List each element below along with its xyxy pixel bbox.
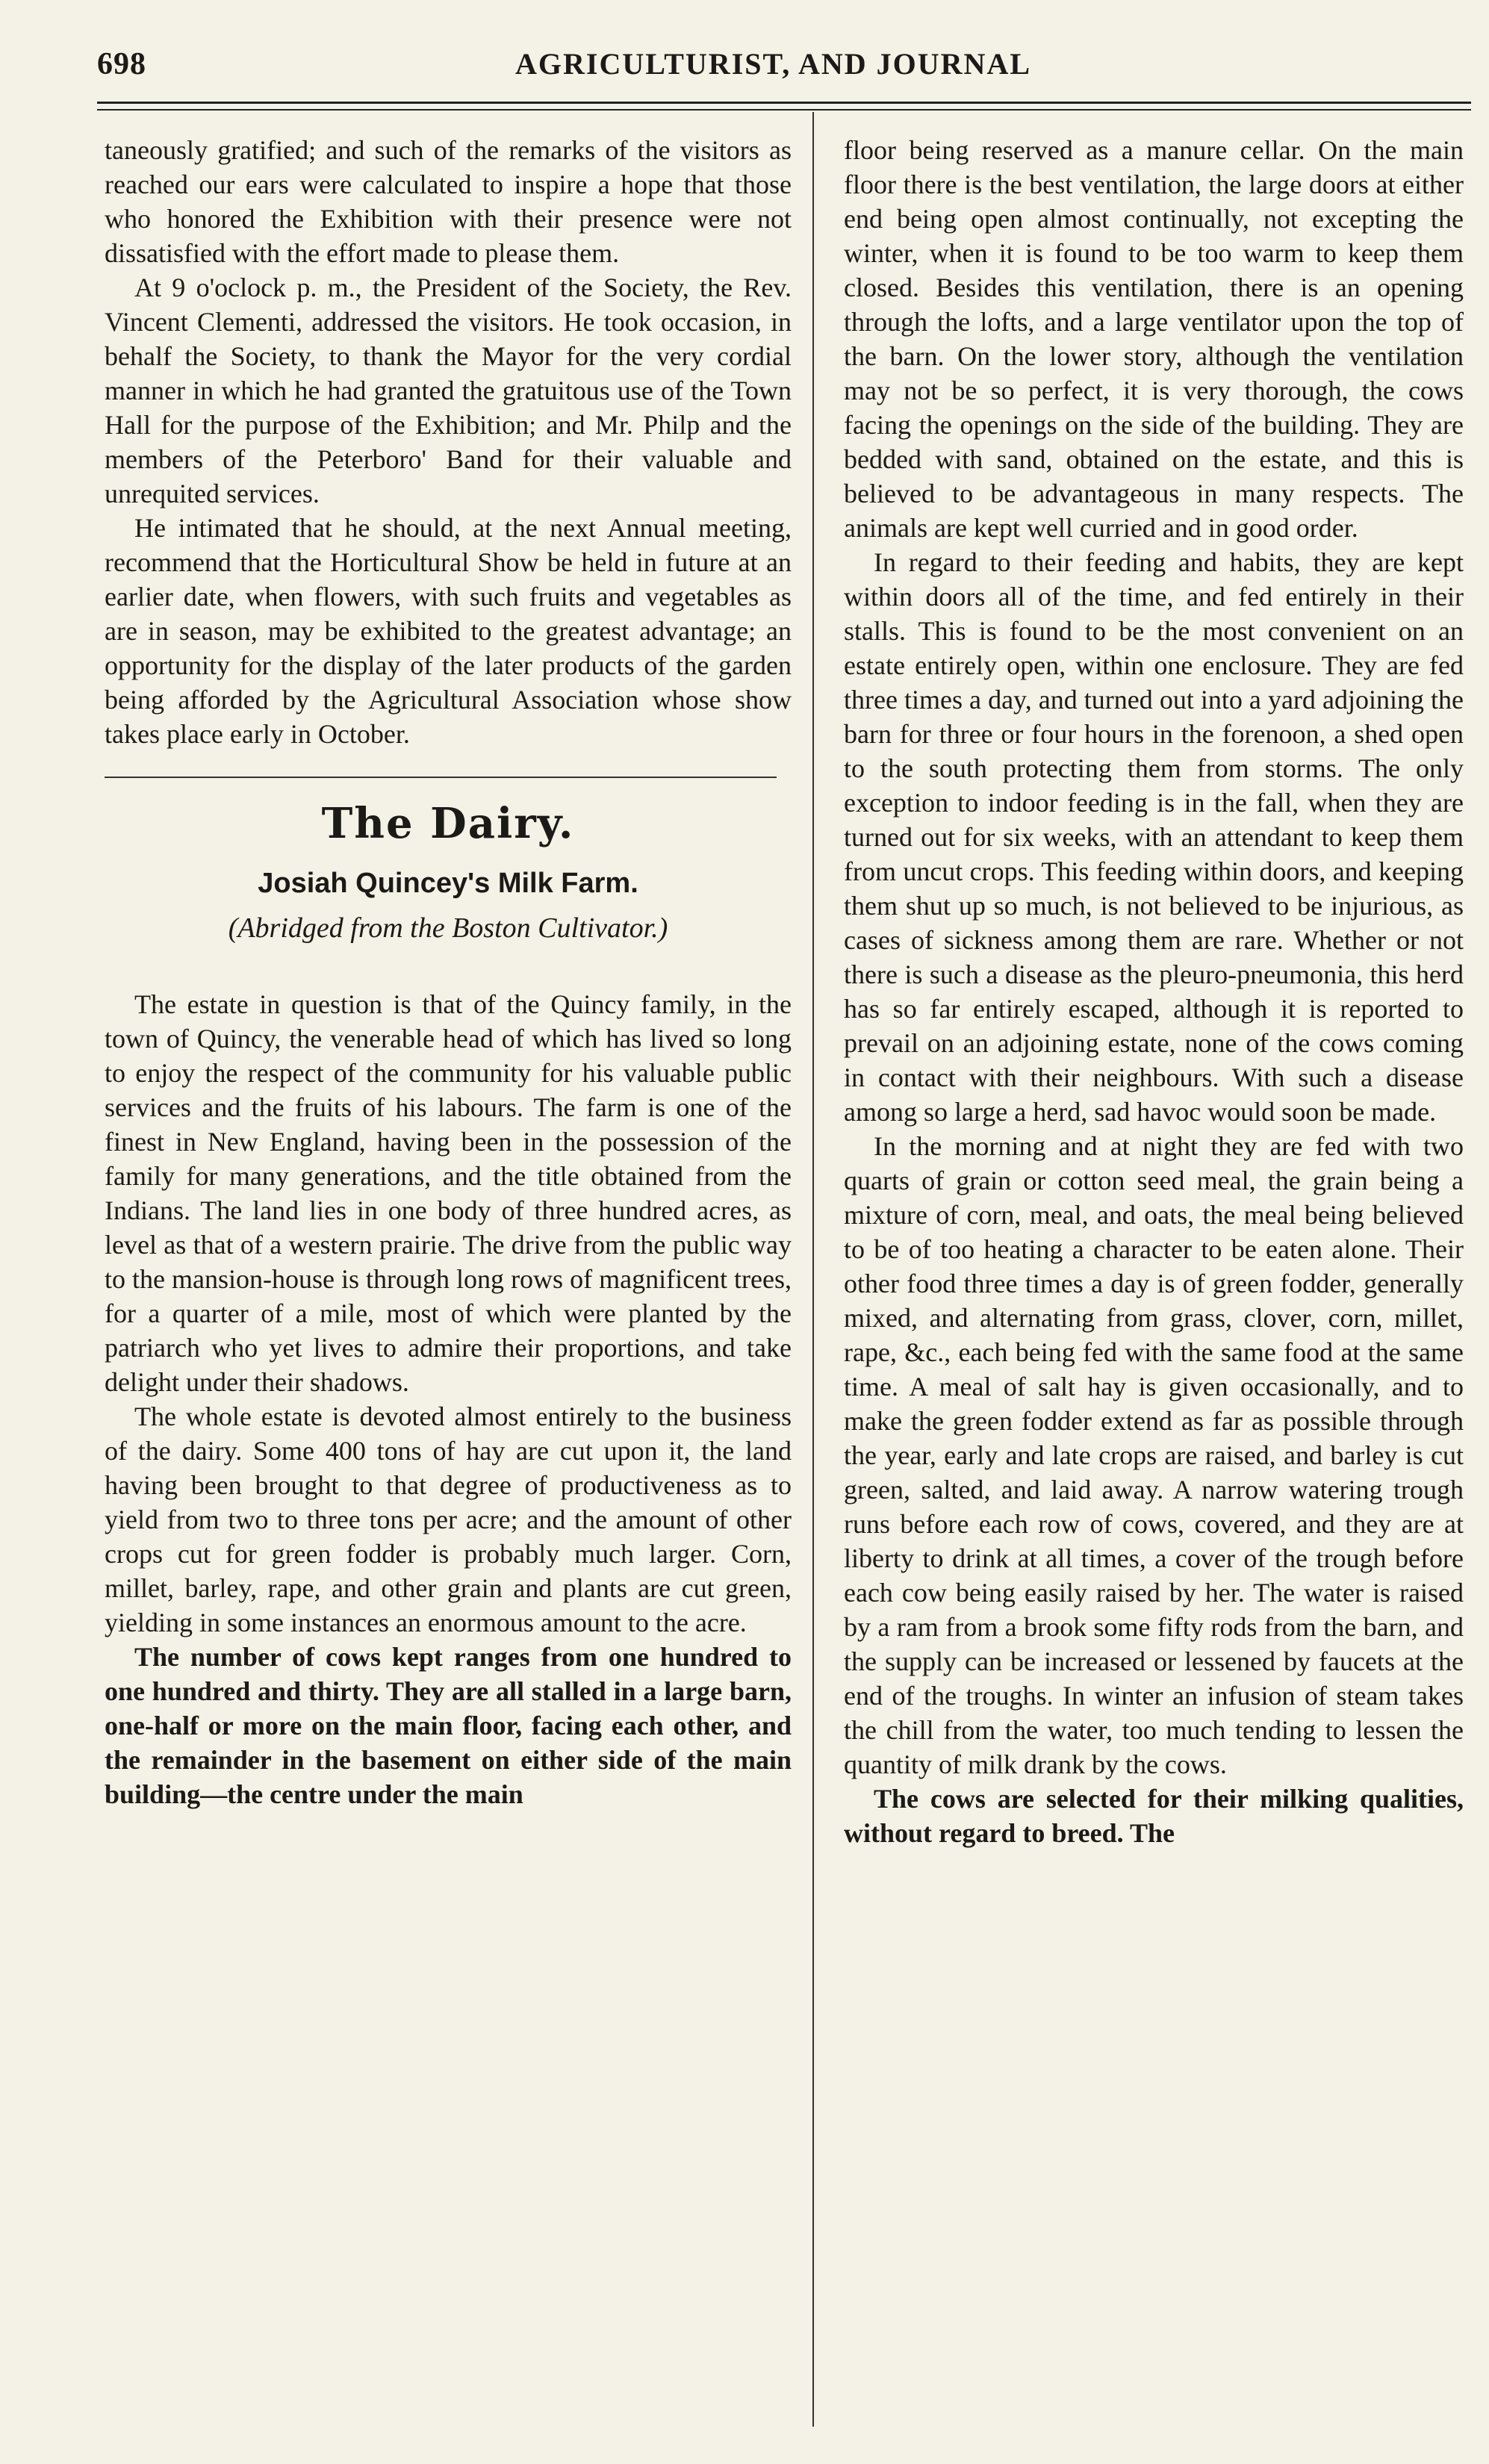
article-source: (Abridged from the Boston Cultivator.)	[228, 912, 668, 944]
article-title: Josiah Quincey's Milk Farm.	[258, 868, 638, 899]
section-divider	[105, 777, 777, 778]
paragraph: The cows are selected for their milking qualities, without regard to breed. The	[844, 1784, 1464, 1848]
header-rule-bottom	[97, 109, 1471, 111]
right-column	[844, 133, 1464, 1850]
paragraph: In the morning and at night they are fed with two quarts of grain or cotton seed meal, the grain being a mixture of corn, meal, and oats, the meal being believed to be of too heating a character to be eaten alone. Their other food three times a day is of green fodder, generally mixed, and alternating from grass, clover, corn, millet, rape, &c., each being fed with the same food at the same time. A meal of salt hay is given occasionally, and to make the green fodder extend as far as possible through the year, early and late crops are raised, and barley is cut green, salted, and laid away. A narrow watering trough runs before each row of cows, covered, and they are at liberty to drink at all times, a cover of the trough before each cow being easily raised by her. The water is raised by a ram from a brook some fifty rods from the barn, and the supply can be increased or lessened by faucets at the end of the troughs. In winter an infusion of steam takes the chill from the water, too much tending to lessen the quantity of milk drank by the cows.	[844, 1131, 1464, 1779]
paragraph: The number of cows kept ranges from one hundred to one hundred and thirty. They are all stalled in a large barn, one-half or more on the main floor, facing each other, and the remainder in the basement on either side of the main building—the centre under the main	[105, 1642, 792, 1809]
page-header	[97, 46, 1471, 91]
page-number: 698	[97, 47, 146, 81]
paragraph: The estate in question is that of the Quincy family, in the town of Quincy, the venerable head of which has lived so long to enjoy the respect of the community for his valuable public services and the fruits of his labours. The farm is one of the finest in New England, having been in the possession of the family for many generations, and the title obtained from the Indians. The land lies in one body of three hundred acres, as level as that of a western prairie. The drive from the public way to the mansion-house is through long rows of magnificent trees, for a quarter of a mile, most of which were planted by the patriarch who yet lives to admire their proportions, and take delight under their shadows.	[105, 989, 792, 1397]
running-title: AGRICULTURIST, AND JOURNAL	[515, 47, 1032, 81]
paragraph: He intimated that he should, at the next Annual meeting, recommend that the Horticultural Show be held in future at an earlier date, when flowers, with such fruits and vegetables as are in season, may be exhibited to the greatest advantage; an opportunity for the display of the later products of the garden being afforded by the Agricultural Association whose show takes place early in October.	[105, 513, 792, 749]
paragraph: At 9 o'oclock p. m., the President of the Society, the Rev. Vincent Clementi, addressed the visitors. He took occasion, in behalf the Society, to thank the Mayor for the very cordial manner in which he had granted the gratuitous use of the Town Hall for the purpose of the Exhibition; and Mr. Philp and the members of the Peterboro' Band for their valuable and unrequited services.	[105, 273, 792, 508]
paragraph: taneously gratified; and such of the remarks of the visitors as reached our ears were calculated to inspire a hope that those who honored the Exhibition with their presence were not dissatisfied with the effort made to please them.	[105, 135, 792, 268]
paragraph: floor being reserved as a manure cellar. On the main floor there is the best ventilation, the large doors at either end being open almost continually, not excepting the winter, when it is found to be too warm to keep them closed. Besides this ventilation, there is an opening through the lofts, and a large ventilator upon the top of the barn. On the lower story, although the ventilation may not be so perfect, it is very thorough, the cows facing the openings on the side of the building. They are bedded with sand, obtained on the estate, and this is believed to be advantageous in many respects. The animals are kept well curried and in good order.	[844, 135, 1464, 543]
header-rule-top	[97, 102, 1471, 104]
left-column	[105, 133, 792, 1811]
column-divider	[812, 112, 814, 2427]
paragraph: The whole estate is devoted almost entirely to the business of the dairy. Some 400 tons of hay are cut upon it, the land having been brought to that degree of productiveness as to yield from two to three tons per acre; and the amount of other crops cut for green fodder is probably much larger. Corn, millet, barley, rape, and other grain and plants are cut green, yielding in some instances an enormous amount to the acre.	[105, 1401, 792, 1637]
section-title: The Dairy.	[321, 799, 575, 848]
paragraph: In regard to their feeding and habits, they are kept within doors all of the time, and fed entirely in their stalls. This is found to be the most convenient on an estate entirely open, within one enclosure. They are fed three times a day, and turned out into a yard adjoining the barn for three or four hours in the forenoon, a shed open to the south protecting them from storms. The only exception to indoor feeding is in the fall, when they are turned out for six weeks, with an attendant to keep them from uncut crops. This feeding within doors, and keeping them shut up so much, is not believed to be injurious, as cases of sickness among them are rare. Whether or not there is such a disease as the pleuro-pneumonia, this herd has so far entirely escaped, although it is reported to prevail on an adjoining estate, none of the cows coming in contact with their neighbours. With such a disease among so large a herd, sad havoc would soon be made.	[844, 547, 1464, 1127]
